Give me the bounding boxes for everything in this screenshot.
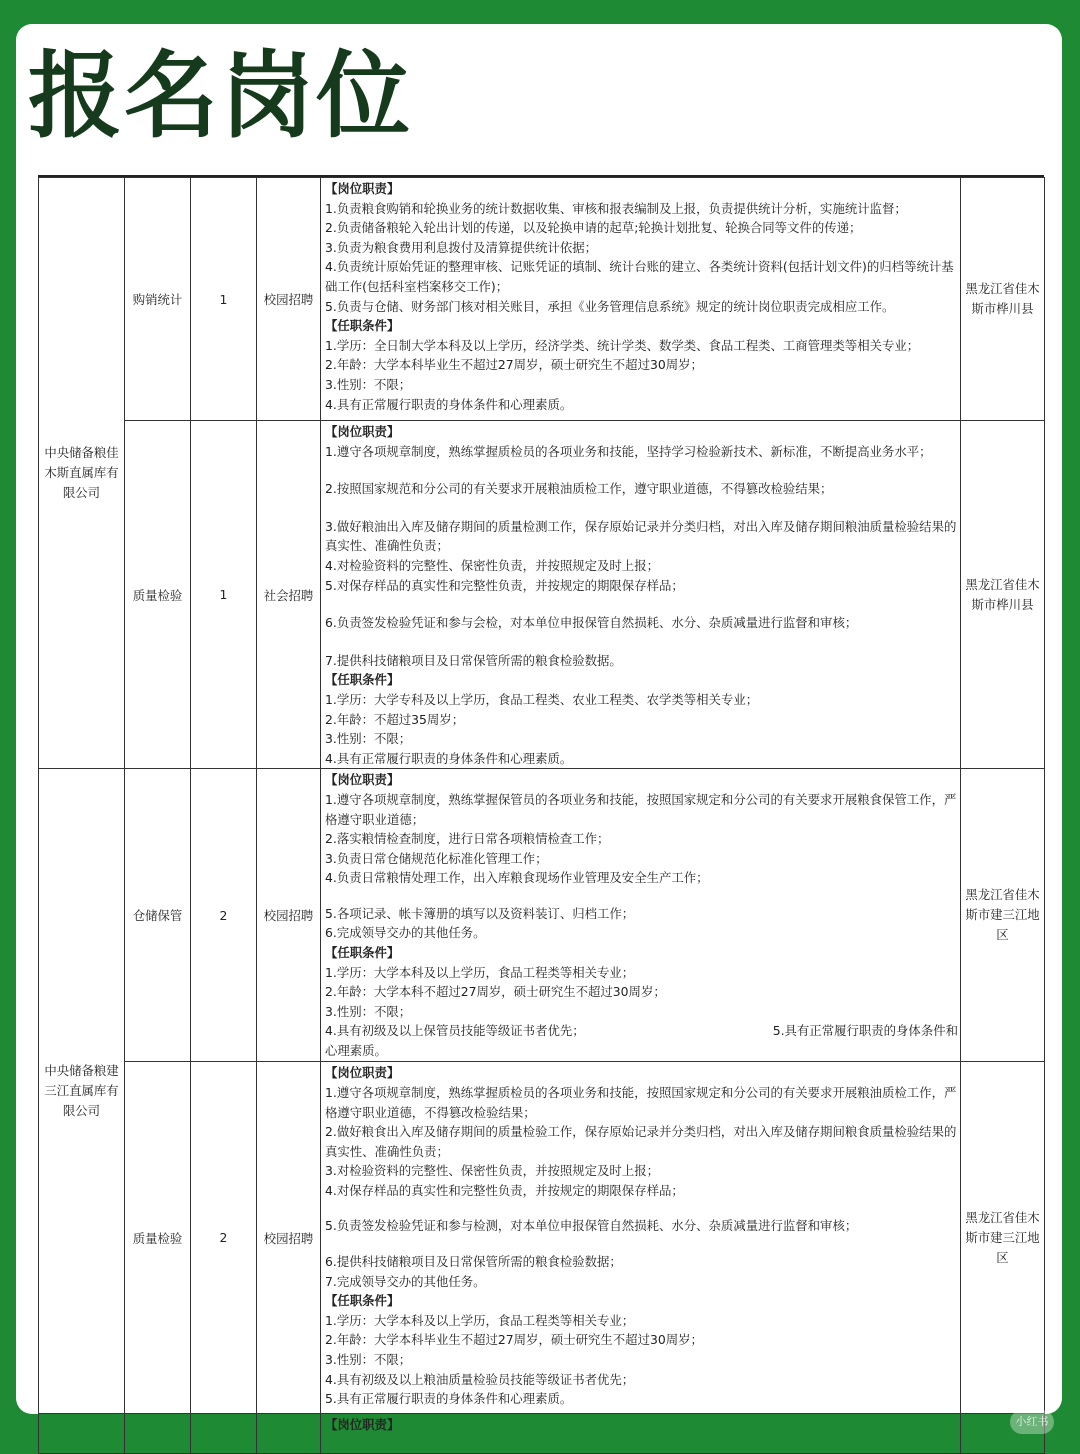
duty-line: 6.提供科技储粮项目及日常保管所需的粮食检验数据；	[325, 1254, 622, 1270]
location-cell: 黑龙江省佳木斯市桦川县	[961, 178, 1045, 421]
duty-line: 1.遵守各项规章制度，熟练掌握质检员的各项业务和技能，坚持学习检验新技术、新标准，不断提高业务水平；	[325, 443, 932, 459]
channel-cell: 校园招聘	[257, 178, 321, 421]
description-cell	[321, 178, 961, 421]
position-cell: 质量检验	[125, 421, 191, 769]
count-cell: 1	[191, 421, 257, 769]
duty-line: 7.完成领导交办的其他任务。	[325, 1273, 486, 1289]
duties-heading: 【岗位职责】	[325, 181, 400, 196]
requirement-line: 4.具有正常履行职责的身体条件和心理素质。	[325, 396, 573, 412]
company-cell: 中央储备粮佳木斯直属库有限公司	[39, 178, 125, 769]
duty-line: 2.按照国家规范和分公司的有关要求开展粮油质检工作，遵守职业道德，不得篡改检验结果；	[325, 481, 833, 497]
requirement-text: 5.具有正常履行职责的身体条件和	[772, 1023, 958, 1039]
requirement-line: 1.学历：大学专科及以上学历，食品工程类、农业工程类、农学类等相关专业；	[325, 691, 759, 707]
requirement-line: 4.具有初级及以上粮油质量检验员技能等级证书者优先；	[325, 1371, 635, 1387]
position-cell: 质量检验	[125, 1062, 191, 1414]
table-row	[39, 421, 1045, 769]
position-cell: 仓储保管	[125, 769, 191, 1062]
requirement-line: 3.性别：不限；	[325, 376, 412, 392]
description-cell	[321, 1414, 961, 1454]
requirement-line: 2.年龄：不超过35周岁；	[325, 711, 465, 727]
count-cell: 1	[191, 178, 257, 421]
cropped-previous-text	[346, 166, 946, 172]
requirement-line: 1.学历：大学本科及以上学历，食品工程类等相关专业；	[325, 1312, 635, 1328]
requirement-line: 2.年龄：大学本科毕业生不超过27周岁，硕士研究生不超过30周岁；	[325, 357, 703, 373]
duty-line: 3.对检验资料的完整性、保密性负责，并按照规定及时上报；	[325, 1163, 659, 1179]
requirement-line: 2.年龄：大学本科不超过27周岁，硕士研究生不超过30周岁；	[325, 984, 666, 1000]
duty-line: 4.对检验资料的完整性、保密性负责，并按照规定及时上报；	[325, 557, 659, 573]
requirements-heading: 【任职条件】	[325, 318, 400, 334]
duty-line: 5.各项记录、帐卡簿册的填写以及资料装订、归档工作；	[325, 905, 635, 921]
table-row	[39, 178, 1045, 421]
duty-line: 1.遵守各项规章制度，熟练掌握保管员的各项业务和技能，按照国家规定和分公司的有关要求开展粮食保管工作，严格遵守职业道德；	[325, 791, 957, 827]
requirement-line: 1.学历：全日制大学本科及以上学历，经济学类、统计学类、数学类、食品工程类、工商管理类等相关专业；	[325, 337, 920, 353]
count-cell: 2	[191, 769, 257, 1062]
requirement-line: 1.学历：大学本科及以上学历，食品工程类等相关专业；	[325, 964, 635, 980]
channel-cell: 校园招聘	[257, 769, 321, 1062]
requirement-line: 3.性别：不限；	[325, 731, 412, 747]
table-row	[39, 769, 1045, 1062]
description-cell	[321, 421, 961, 769]
job-table	[38, 177, 1045, 1454]
location-cell: 黑龙江省佳木斯市桦川县	[961, 421, 1045, 769]
page-title: 报名岗位	[28, 42, 413, 151]
duty-line: 2.落实粮情检查制度，进行日常各项粮情检查工作；	[325, 831, 610, 847]
duties-heading: 【岗位职责】	[325, 772, 400, 788]
company-cell: 中央储备粮建三江直属库有限公司	[39, 769, 125, 1414]
position-cell: 购销统计	[125, 178, 191, 421]
duty-line: 4.对保存样品的真实性和完整性负责，并按规定的期限保存样品；	[325, 1182, 684, 1198]
duty-line: 3.负责为粮食费用利息拨付及清算提供统计依据；	[325, 239, 598, 255]
requirement-line	[325, 1021, 958, 1041]
requirement-line: 2.年龄：大学本科毕业生不超过27周岁，硕士研究生不超过30周岁；	[325, 1332, 703, 1348]
duties-heading: 【岗位职责】	[325, 1417, 400, 1433]
duty-line: 4.负责日常粮情处理工作，出入库粮食现场作业管理及安全生产工作；	[325, 870, 709, 886]
count-cell: 2	[191, 1062, 257, 1414]
requirement-line: 3.性别：不限；	[325, 1003, 412, 1019]
watermark-logo: 小红书	[1010, 1410, 1054, 1434]
duties-heading: 【岗位职责】	[325, 424, 400, 439]
duty-line: 5.负责签发检验凭证和参与检测，对本单位申报保管自然损耗、水分、杂质减量进行监督和审核；	[325, 1218, 858, 1234]
duty-line: 1.负责粮食购销和轮换业务的统计数据收集、审核和报表编制及上报，负责提供统计分析，实施统计监督；	[325, 200, 907, 216]
requirement-text: 4.具有初级及以上保管员技能等级证书者优先；	[325, 1023, 585, 1039]
duty-line: 6.完成领导交办的其他任务。	[325, 925, 486, 941]
table-row	[39, 1062, 1045, 1414]
channel-cell: 社会招聘	[257, 421, 321, 769]
requirements-heading: 【任职条件】	[325, 945, 400, 961]
duty-line: 1.遵守各项规章制度，熟练掌握质检员的各项业务和技能，按照国家规定和分公司的有关要求开展粮油质检工作，严格遵守职业道德，不得篡改检验结果；	[325, 1084, 957, 1120]
duty-line: 2.做好粮食出入库及储存期间的质量检验工作，保存原始记录并分类归档，对出入库及储存期间粮食质量检验结果的真实性、准确性负责；	[325, 1124, 957, 1159]
requirement-line: 3.性别：不限；	[325, 1352, 412, 1368]
requirement-line: 心理素质。	[325, 1043, 387, 1059]
duty-line: 4.负责统计原始凭证的整理审核、记账凭证的填制、统计台账的建立、各类统计资料(包括计划文件)的归档等统计基础工作(包括科室档案移交工作)；	[325, 259, 954, 294]
location-cell: 黑龙江省佳木斯市建三江地区	[961, 769, 1045, 1062]
requirement-line: 5.具有正常履行职责的身体条件和心理素质。	[325, 1391, 573, 1407]
duty-line: 3.负责日常仓储规范化标准化管理工作；	[325, 850, 548, 866]
duty-line: 2.负责储备粮轮入轮出计划的传递，以及轮换申请的起草;轮换计划批复、轮换合同等文件的传递；	[325, 220, 862, 236]
duties-heading: 【岗位职责】	[325, 1065, 400, 1081]
duty-line: 3.做好粮油出入库及储存期间的质量检测工作，保存原始记录并分类归档，对出入库及储存期间粮油质量检验结果的真实性、准确性负责；	[325, 518, 957, 554]
location-cell: 黑龙江省佳木斯市建三江地区	[961, 1062, 1045, 1414]
table-row	[39, 1414, 1045, 1454]
requirements-heading: 【任职条件】	[325, 672, 400, 688]
channel-cell: 校园招聘	[257, 1062, 321, 1414]
description-cell	[321, 1062, 961, 1414]
duty-line: 7.提供科技储粮项目及日常保管所需的粮食检验数据。	[325, 652, 622, 668]
description-cell	[321, 769, 961, 1062]
duty-line: 5.负责与仓储、财务部门核对相关账目，承担《业务管理信息系统》规定的统计岗位职责完成相应工作。	[325, 298, 895, 314]
duty-line: 5.对保存样品的真实性和完整性负责，并按规定的期限保存样品；	[325, 577, 684, 593]
requirement-line: 4.具有正常履行职责的身体条件和心理素质。	[325, 750, 573, 766]
requirements-heading: 【任职条件】	[325, 1293, 400, 1309]
duty-line: 6.负责签发检验凭证和参与会检，对本单位申报保管自然损耗、水分、杂质减量进行监督和审核；	[325, 615, 858, 631]
